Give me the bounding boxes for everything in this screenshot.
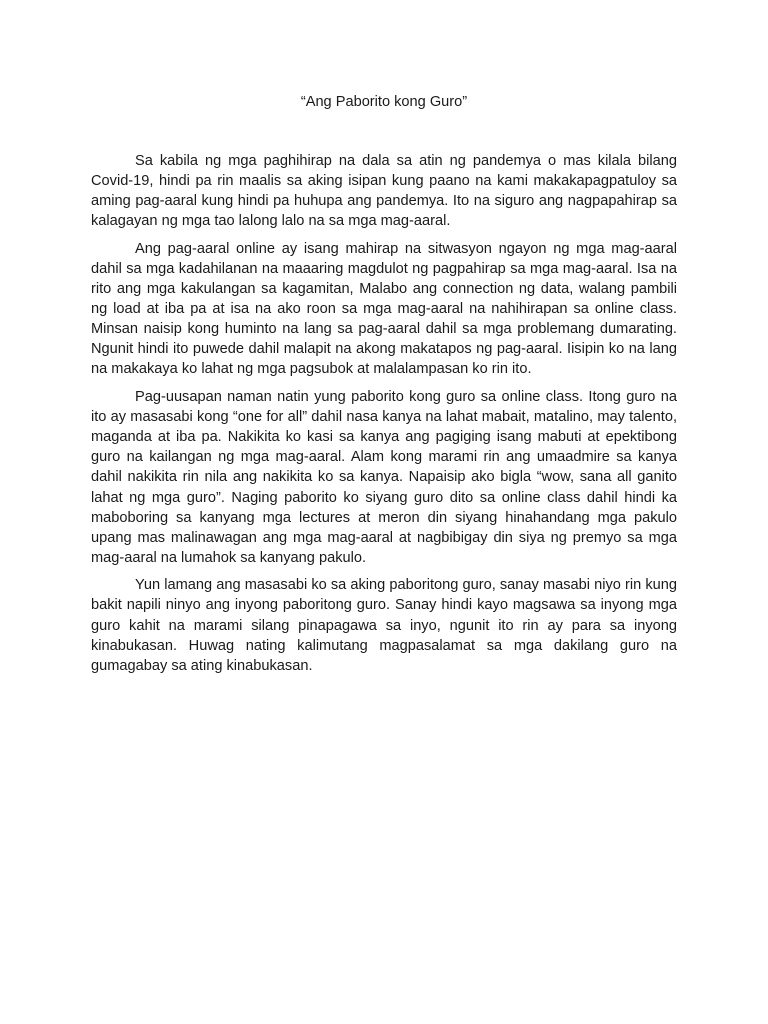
paragraph-4: Yun lamang ang masasabi ko sa aking paboritong guro, sanay masabi niyo rin kung bakit napili ninyo ang inyong paboritong guro. Sanay hindi kayo magsawa sa inyong mga guro kahit na marami silang pinapagawa sa inyo, ngunit ito rin ay para sa inyong kinabukasan. Huwag nating kalimutang magpasalamat sa mga dakilang guro na gumagabay sa ating kinabukasan. — [91, 577, 677, 674]
paragraph-2: Ang pag-aaral online ay isang mahirap na sitwasyon ngayon ng mga mag-aaral dahil sa mga kadahilanan na maaaring magdulot ng pagpahirap sa mga mag-aaral. Isa na rito ang mga kakulangan sa kagamitan, Malabo ang connection ng data, walang pambili ng load at iba pa at isa na ako roon sa mga mag-aaral na nahihirapan sa online class. Minsan naisip kong huminto na lang sa pag-aaral dahil sa mga problemang dumarating. Ngunit hindi ito puwede dahil malapit na akong makatapos ng pag-aaral. Iisipin ko na lang na makakaya ko lahat ng mga pagsubok at malalampasan ko rin ito. — [91, 240, 677, 378]
essay-body — [91, 151, 677, 683]
paragraph-3: Pag-uusapan naman natin yung paborito kong guro sa online class. Itong guro na ito ay masasabi kong “one for all” dahil nasa kanya na lahat mabait, matalino, may talento, maganda at iba pa. Nakikita ko kasi sa kanya ang pagiging isang mabuti at epektibong guro na kailangan ng mga mag-aaral. Alam kong marami rin ang umaadmire sa kanya dahil nakikita rin nila ang nakikita ko sa kanya. Napaisip ako bigla “wow, sana all ganito lahat ng mga guro”. Naging paborito ko siyang guro dito sa online class dahil hindi ka maboboring sa kanyang mga lectures at meron din siyang hinahandang mga pakulo upang mas malinawagan ang mga mag-aaral at nagbibigay din siya ng premyo sa mga mag-aaral na lumahok sa kanyang pakulo. — [91, 389, 677, 566]
document-title: “Ang Paborito kong Guro” — [300, 94, 468, 110]
paragraph-1: Sa kabila ng mga paghihirap na dala sa atin ng pandemya o mas kilala bilang Covid-19, hindi pa rin maalis sa aking isipan kung paano na kami makakapagpatuloy sa aming pag-aaral kung hindi pa huhupa ang pandemya. Ito na siguro ang nagpapahirap sa kalagayan ng mga tao lalong lalo na sa mga mag-aaral. — [91, 153, 677, 230]
